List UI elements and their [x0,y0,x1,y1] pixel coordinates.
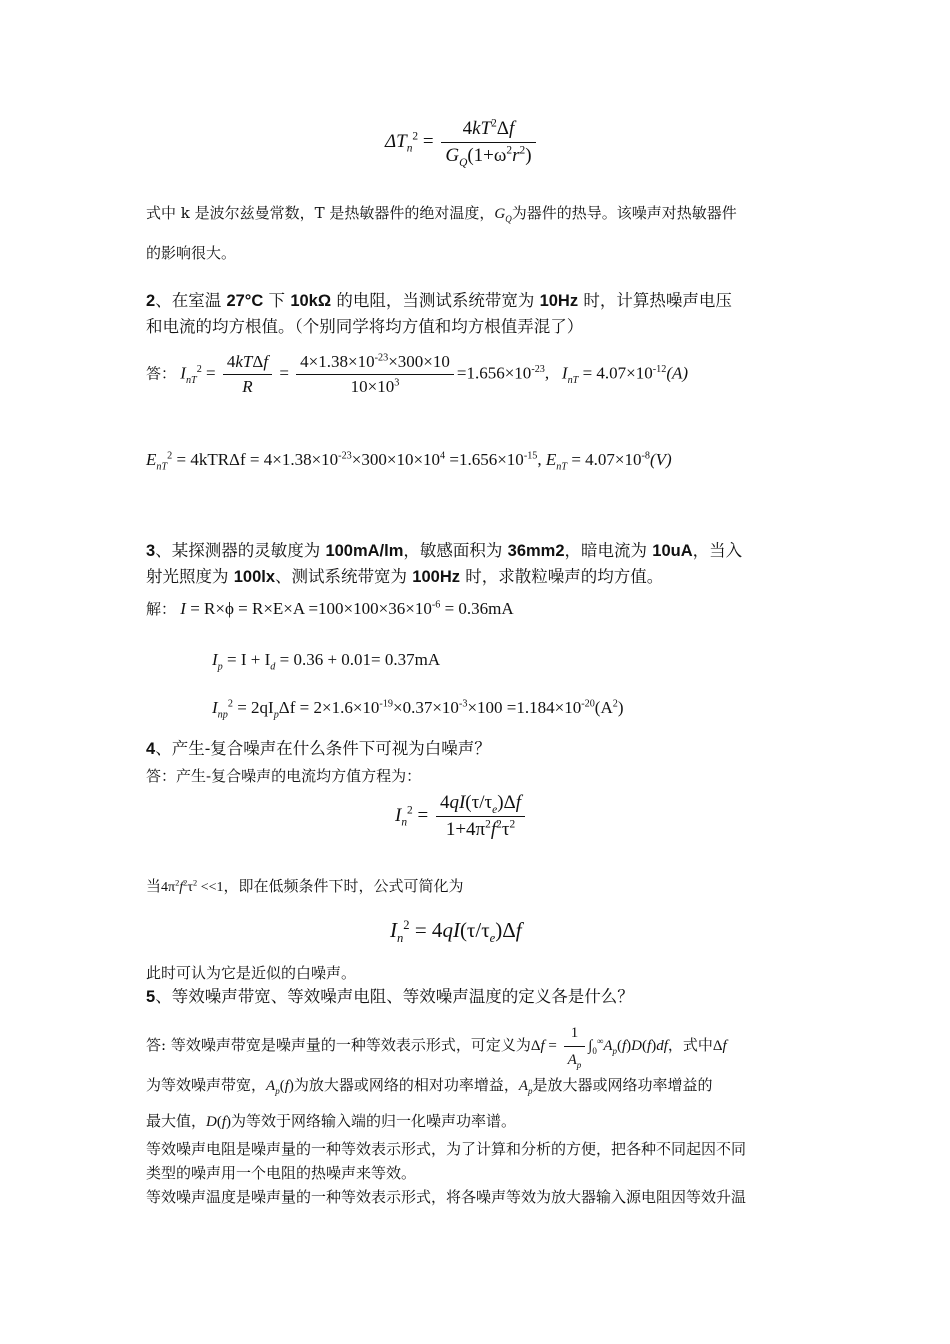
bandwidth-definition: 答: 等效噪声带宽是噪声量的一种等效表示形式，可定义为Δf = $\frac{1}{A_p}$ $\int_0^\infty A_p(f)D(f)df$，式中Δf [146,1022,727,1071]
resistance-definition: 等效噪声电阻是噪声量的一种等效表示形式，为了计算和分析的方便，把各种不同起因不同 [146,1140,747,1158]
white-noise-equation: $I_n^2 = 4qI(\tau/\tau_e)\Delta f$ [390,918,522,946]
question-3-cont: 射光照度为 100lx、测试系统带宽为 100Hz 时，求散粒噪声的均方值。 [146,567,664,586]
question-4-answer: 答：产生-复合噪声的电流均方值方程为： [146,767,422,785]
bandwidth-definition-end: 最大值，D(f)为等效于网络输入端的归一化噪声功率谱。 [146,1112,517,1130]
current-noise-equation: 答： $I_{nT}^2$ = $\frac{\text{4kTΔf}}{R}$ = $\frac{4\times 1.38\times 10^{-23}\times 300\times 10}{10\times 10^3}$ $=1.656\times 10^{-23}$, $I_{nT} = 4.07\times 10^{-12}(A)$ [146,352,689,396]
total-current-equation: $I_p = I + I_d = 0.36 + 0.01= 0.37mA$ [212,650,441,673]
question-3: 3、某探测器的灵敏度为 100mA/lm，敏感面积为 36mm2，暗电流为 10uA，当入 [146,541,743,560]
bandwidth-definition-cont: 为等效噪声带宽，$A_p(f)$为放大器或网络的相对功率增益，$A_p$是放大器或网络功率增益的 [146,1076,713,1096]
paragraph-k-desc: 式中 k 是波尔兹曼常数，T 是热敏器件的绝对温度，$G_Q$为器件的热导。该噪声对热敏器件 [146,204,737,224]
question-4: 4、产生-复合噪声在什么条件下可视为白噪声？ [146,739,491,758]
resistance-definition-cont: 类型的噪声用一个电阻的热噪声来等效。 [146,1164,417,1182]
question-5: 5、等效噪声带宽、等效噪声电阻、等效噪声温度的定义各是什么？ [146,987,634,1006]
voltage-noise-equation: $E_{nT}^2 = 4kTR\Delta f = 4\times 1.38\times 10^{-23}\times 300\times 10\times 10^4 =1.656\times 10^{-15}$, $E_{nT} = 4.07\times 10^{-8}(V)$ [146,450,672,473]
thermal-noise-equation: $\Delta T_n^2$ = $\frac{4kT^2\Delta f}{G_Q(1+\omega^2r^2)}$ [385,118,539,167]
shot-noise-equation: $I_{np}^2 = 2qI_p\Delta f = 2\times 1.6\times 10^{-19}\times 0.37\times 10^{-3}\times 100 =1.184\times 10^{-20}(A^2)$ [212,698,624,721]
gr-noise-equation: $I_n^2$ = $\frac{4qI(\tau/\tau_e)\Delta f}{1+4\pi^2f^2\tau^2}$ [395,792,528,841]
question-2-cont: 和电流的均方根值。（个别同学将均方值和均方根值弄混了） [146,317,584,336]
paragraph-k-desc-cont: 的影响很大。 [146,244,237,262]
question-2: 2、在室温 27°C 下 10kΩ 的电阻，当测试系统带宽为 10Hz 时，计算热噪声电压 [146,291,732,310]
white-noise-conclusion: 此时可认为它是近似的白噪声。 [146,964,357,982]
temperature-definition: 等效噪声温度是噪声量的一种等效表示形式，将各噪声等效为放大器输入源电阻因等效升温 [146,1188,747,1206]
photocurrent-equation: 解： $I = R\times\phi = R\times E\times A =100\times 100\times 36\times 10^{-6} = 0.36mA$ [146,599,514,618]
low-frequency-condition: 当$4\pi^2f^2\tau^2 <<1$，即在低频条件下时，公式可简化为 [146,877,464,895]
